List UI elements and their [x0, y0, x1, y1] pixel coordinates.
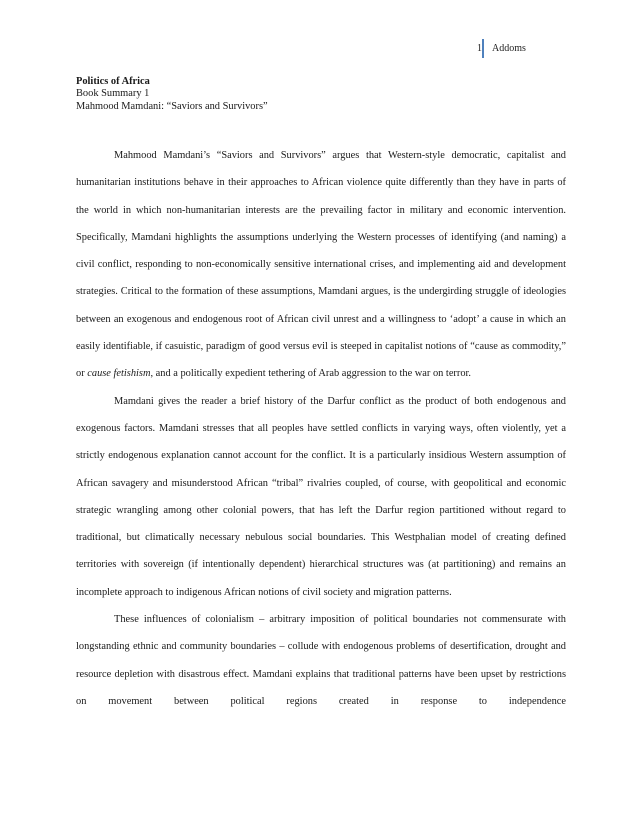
header-author: Addoms — [492, 43, 526, 54]
course-title: Politics of Africa — [76, 76, 150, 87]
page-number: 1 — [477, 43, 482, 54]
title-block — [76, 76, 566, 113]
paragraph-2: Mamdani gives the reader a brief history of the Darfur conflict as the product of both endogenous and exogenous factors. Mamdani stresses that all peoples have settled conflicts in varying ways, often violently, yet a strictly endogenous explanation cannot account for the conflict. It is a particularly insidious Western assumption of African savagery and misunderstood African “tribal” rivalries coupled, of course, with geopolitical and economic strategic wrangling among other colonial powers, that has left the Darfur region partitioned without regard to traditional, but climatically necessary nebulous social boundaries. This Westphalian model of creating defined territories with sovereign (if intentionally dependent) hierarchical structures was (at partitioning) and remains an incomplete approach to indigenous African notions of civil society and migration patterns. — [76, 395, 566, 598]
paragraph-1-italic-term: cause fetishism — [87, 368, 151, 380]
assignment-label: Book Summary 1 — [76, 88, 150, 100]
paragraph-1-text-b: , and a politically expedient tethering of Arab aggression to the war on terror. — [150, 368, 472, 380]
paragraph-1-text-a: Mahmood Mamdani’s “Saviors and Survivors” argues that Western-style democratic, capitalist and humanitarian institutions behave in their approaches to African violence quite differently than they have in parts of the world in which non-humanitarian interests are the prevailing factor in military and economic intervention. Specifically, Mamdani highlights the assumptions underlying the Western processes of identifying (and naming) a civil conflict, responding to non-economically sensitive international crises, and implementing aid and development strategies. Critical to the formation of these assumptions, Mamdani argues, is the undergirding struggle of ideologies between an exogenous and endogenous root of African civil unrest and a willingness to ‘adopt’ a cause in which an easily identifiable, if casuistic, paradigm of good versus evil is steeped in capitalist notions of “cause as commodity,” or — [76, 150, 566, 380]
document-body — [76, 142, 566, 715]
paragraph-1 — [76, 142, 566, 388]
paragraph-3: These influences of colonialism – arbitrary imposition of political boundaries not commensurate with longstanding ethnic and community boundaries – collude with endogenous problems of desertification, drought and resource depletion with disastrous effect. Mamdani explains that traditional patterns have been upset by restrictions on movement between political regions created in response to independence — [76, 614, 566, 707]
page-header — [0, 39, 638, 59]
book-title: Mahmood Mamdani: “Saviors and Survivors” — [76, 100, 268, 112]
header-divider — [482, 39, 484, 58]
